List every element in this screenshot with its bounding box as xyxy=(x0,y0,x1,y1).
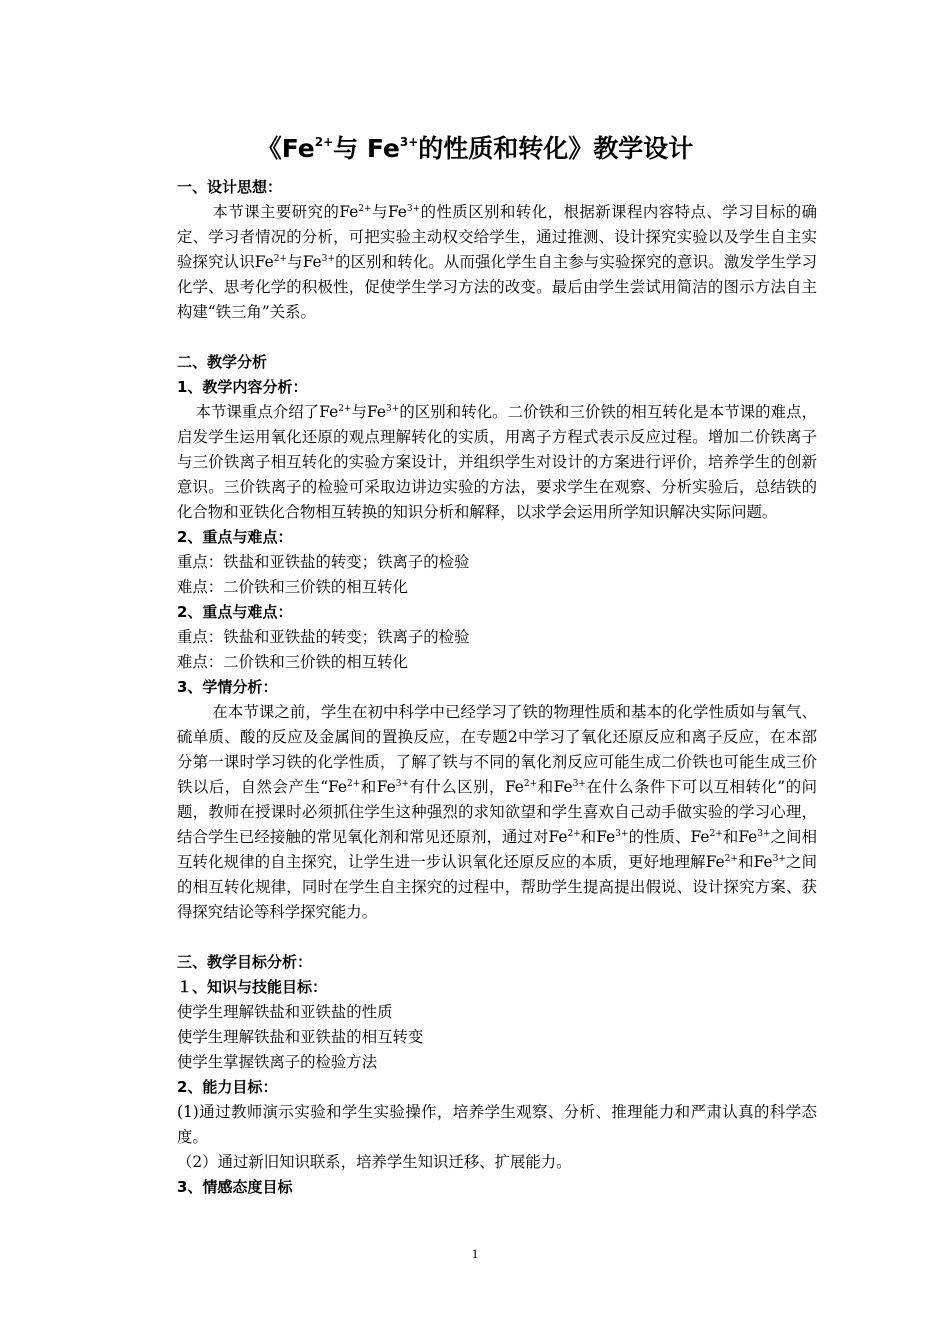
key-points-heading-repeat: 2、重点与难点： xyxy=(177,603,293,621)
content-analysis-paragraph: 本节课重点介绍了$Fe^{2+}$与$Fe^{3+}$的区别和转化。二价铁和三价铁的相互转化是本节课的难点，启发学生运用氧化还原的观点理解转化的实质，用离子方程式表示反应过程。增加二价铁离子与三价铁离子相互转化的实验方案设计，并组织学生对设计的方案进行评价，培养学生的创新意识。三价铁离子的检验可采取边讲边实验的方法，要求学生在观察、分析实验后，总结铁的化合物和亚铁化合物相互转换的知识分析和解释，以求学会运用所学知识解决实际问题。 xyxy=(177,403,817,521)
title-mid: 与 Fe xyxy=(333,134,400,163)
knowledge-item: 使学生理解铁盐和亚铁盐的相互转变 xyxy=(177,1028,424,1046)
knowledge-skill-heading: １、知识与技能目标： xyxy=(177,978,328,996)
document-body xyxy=(177,175,817,1200)
ability-heading: 2、能力目标： xyxy=(177,1078,278,1096)
difficulty-line: 难点：二价铁和三价铁的相互转化 xyxy=(177,578,408,596)
title-sup-3plus: 3+ xyxy=(399,135,419,149)
section-objectives-heading: 三、教学目标分析： xyxy=(177,953,313,971)
emotion-attitude-heading: 3、情感态度目标 xyxy=(177,1178,293,1196)
ability-item-2: （2）通过新旧知识联系，培养学生知识迁移、扩展能力。 xyxy=(177,1153,572,1171)
key-point-line-repeat: 重点：铁盐和亚铁盐的转变；铁离子的检验 xyxy=(177,628,470,646)
title-sup-2plus: 2+ xyxy=(314,135,334,149)
title-rest: 的性质和转化》教学设计 xyxy=(418,134,694,163)
key-points-heading: 2、重点与难点： xyxy=(177,528,293,546)
knowledge-item: 使学生理解铁盐和亚铁盐的性质 xyxy=(177,1003,393,1021)
title-fe: Fe xyxy=(281,134,315,163)
learner-analysis-paragraph: 在本节课之前，学生在初中科学中已经学习了铁的物理性质和基本的化学性质如与氧气、硫单质、酸的反应及金属间的置换反应，在专题2中学习了氧化还原反应和离子反应，在本部分第一课时学习铁的化学性质，了解了铁与不同的氧化剂反应可能生成二价铁也可能生成三价铁以后，自然会产生“$Fe^{2+}$和$Fe^{3+}$有什么区别，$Fe^{2+}$和$Fe^{3+}$在什么条件下可以互相转化”的问题，教师在授课时必须抓住学生这种强烈的求知欲望和学生喜欢自己动手做实验的学习心理，结合学生已经接触的常见氧化剂和常见还原剂，通过对$Fe^{2+}$和$Fe^{3+}$的性质、$Fe^{2+}$和$Fe^{3+}$之间相互转化规律的自主探究，让学生进一步认识氧化还原反应的本质，更好地理解$Fe^{2+}$和$Fe^{3+}$之间的相互转化规律，同时在学生自主探究的过程中，帮助学生提高提出假说、设计探究方案、获得探究结论等科学探究能力。 xyxy=(177,703,817,921)
title-open-bracket: 《 xyxy=(256,134,282,163)
section-design-idea-paragraph: 本节课主要研究的$Fe^{2+}$与$Fe^{3+}$的性质区别和转化，根据新课程内容特点、学习目标的确定、学习者情况的分析，可把实验主动权交给学生，通过推测、设计探究实验以及学生自主实验探究认识$Fe^{2+}$与$Fe^{3+}$的区别和转化。从而强化学生自主参与实验探究的意识。激发学生学习化学、思考化学的积极性，促使学生学习方法的改变。最后由学生尝试用简洁的图示方法自主构建“铁三角”关系。 xyxy=(177,203,817,321)
document-title xyxy=(0,132,950,166)
knowledge-item: 使学生掌握铁离子的检验方法 xyxy=(177,1053,378,1071)
page-number: 1 xyxy=(471,1246,479,1261)
difficulty-line-repeat: 难点：二价铁和三价铁的相互转化 xyxy=(177,653,408,671)
key-point-line: 重点：铁盐和亚铁盐的转变；铁离子的检验 xyxy=(177,553,470,571)
section-design-idea-heading: 一、设计思想： xyxy=(177,178,283,196)
content-analysis-heading: 1、教学内容分析： xyxy=(177,378,308,396)
section-teaching-analysis-heading: 二、教学分析 xyxy=(177,353,268,371)
ability-item-1: (1)通过教师演示实验和学生实验操作，培养学生观察、分析、推理能力和严肃认真的科学态度。 xyxy=(177,1103,817,1146)
learner-analysis-heading: 3、学情分析： xyxy=(177,678,278,696)
